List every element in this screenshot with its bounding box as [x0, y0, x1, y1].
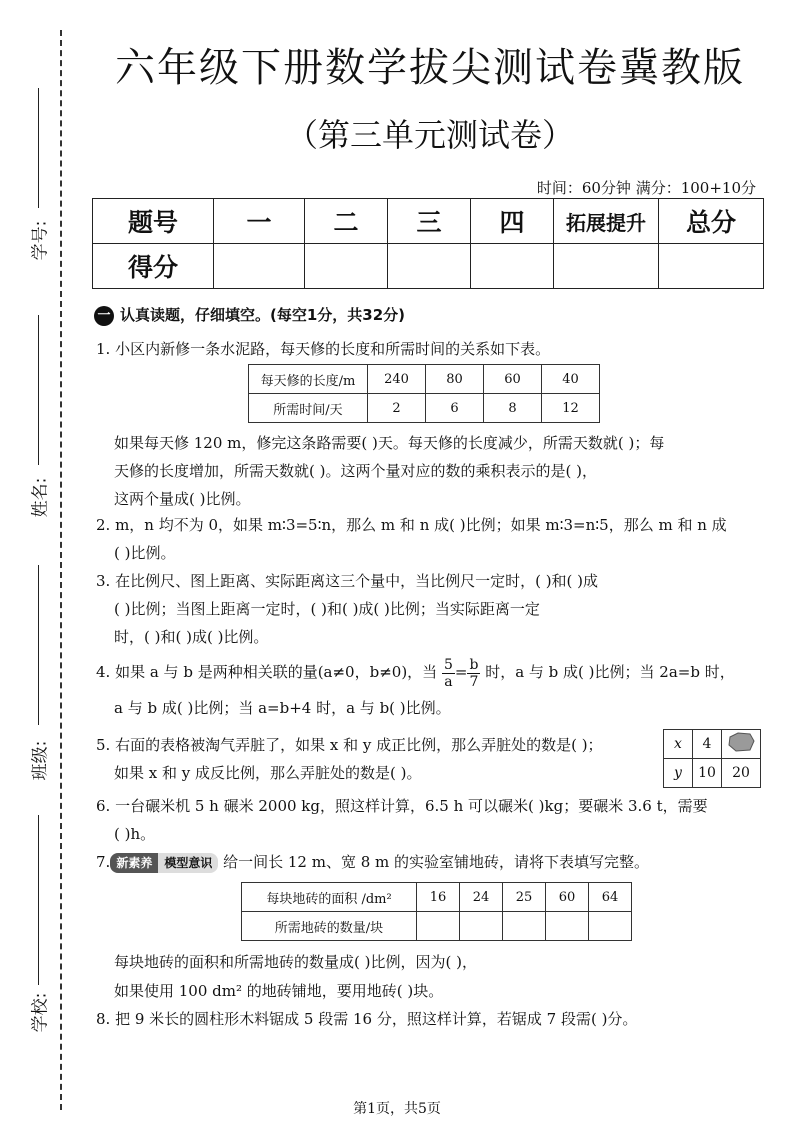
score-cell[interactable] — [388, 244, 471, 289]
q1-cell: 2 — [368, 394, 426, 423]
binding-dashed-line — [60, 30, 62, 1110]
q7-cell: 24 — [460, 883, 503, 912]
score-value-row — [93, 244, 764, 289]
score-header-cell: 一 — [214, 199, 305, 244]
q7-answer-cell[interactable] — [546, 912, 589, 941]
score-cell[interactable] — [471, 244, 554, 289]
q7-line2: 如果使用 100 dm² 的地砖铺地，要用地砖( )块。 — [114, 982, 444, 1000]
fraction-numerator: 5 — [443, 656, 453, 673]
score-cell[interactable] — [554, 244, 659, 289]
xuexiao-rule — [38, 815, 39, 985]
xuexiao-label: 学校: — [30, 992, 51, 1033]
new-literacy-tag: 新素养 — [110, 853, 158, 873]
q4-text-b: 时，a 与 b 成( )比例；当 2a=b 时， — [485, 663, 735, 681]
section-title: 认真读题，仔细填空。(每空1分，共32分) — [120, 306, 406, 324]
q7-answer-cell[interactable] — [503, 912, 546, 941]
q5-line2: 如果 x 和 y 成反比例，那么弄脏处的数是( )。 — [114, 764, 422, 782]
q5-cell: 10 — [693, 759, 722, 788]
q4-equals: = — [454, 663, 468, 681]
q7-line1: 每块地砖的面积和所需地砖的数量成( )比例，因为( )， — [114, 953, 477, 971]
model-awareness-tag: 模型意识 — [158, 853, 218, 873]
q5-smudge-cell — [722, 730, 761, 759]
score-cell[interactable] — [214, 244, 305, 289]
q7-number: 7. — [96, 853, 111, 871]
q5-table — [663, 729, 761, 788]
score-header-row — [93, 199, 764, 244]
banji-label: 班级: — [30, 740, 51, 781]
q1-cell: 240 — [368, 365, 426, 394]
score-cell[interactable] — [305, 244, 388, 289]
q7-answer-cell[interactable] — [460, 912, 503, 941]
smudge-icon — [726, 731, 756, 753]
score-header-cell: 拓展提升 — [554, 199, 659, 244]
time-score-info: 时间：60分钟 满分：100+10分 — [536, 179, 756, 197]
page-footer: 第1页，共5页 — [353, 1101, 441, 1117]
q5-cell: 20 — [722, 759, 761, 788]
q7-text: 给一间长 12 m、宽 8 m 的实验室铺地砖，请将下表填写完整。 — [223, 853, 650, 871]
q7-cell: 16 — [417, 883, 460, 912]
q7-answer-cell[interactable] — [417, 912, 460, 941]
q1-cell: 每天修的长度/m — [249, 365, 368, 394]
q1-cell: 60 — [484, 365, 542, 394]
q8-line: 8. 把 9 米长的圆柱形木料锯成 5 段需 16 分，照这样计算，若锯成 7 段需( )分。 — [96, 1010, 638, 1028]
q7-cell: 所需地砖的数量/块 — [242, 912, 417, 941]
score-header-cell: 四 — [471, 199, 554, 244]
q1-cell: 80 — [426, 365, 484, 394]
q4-fraction-1 — [442, 657, 455, 690]
score-table — [92, 198, 764, 289]
q6-line2: ( )h。 — [114, 825, 156, 843]
q4-fraction-2 — [467, 657, 480, 690]
q7-cell: 64 — [589, 883, 632, 912]
q4-line1 — [96, 656, 760, 690]
q7-cell: 25 — [503, 883, 546, 912]
q1-intro: 1. 小区内新修一条水泥路，每天修的长度和所需时间的关系如下表。 — [96, 340, 551, 358]
q7-table — [241, 882, 632, 941]
xuehao-rule — [38, 88, 39, 208]
section-heading — [94, 304, 405, 326]
q5-cell: 4 — [693, 730, 722, 759]
score-header-cell: 二 — [305, 199, 388, 244]
score-cell[interactable] — [659, 244, 764, 289]
fraction-denominator: a — [444, 673, 453, 690]
q3-line3: 时，( )和( )成( )比例。 — [114, 628, 269, 646]
banji-rule — [38, 565, 39, 725]
q5-cell: x — [664, 730, 693, 759]
score-row-label: 得分 — [93, 244, 214, 289]
section-number: 一 — [94, 306, 114, 326]
q7-line — [96, 846, 760, 878]
q5-line1: 5. 右面的表格被淘气弄脏了，如果 x 和 y 成正比例，那么弄脏处的数是( )； — [96, 736, 603, 754]
xingming-rule — [38, 315, 39, 465]
q3-line1: 3. 在比例尺、图上距离、实际距离这三个量中，当比例尺一定时，( )和( )成 — [96, 572, 599, 590]
q6-line1: 6. 一台碾米机 5 h 碾米 2000 kg，照这样计算，6.5 h 可以碾米( )kg；要碾米 3.6 t，需要 — [96, 797, 708, 815]
q5-cell: y — [664, 759, 693, 788]
xuehao-label: 学号: — [30, 220, 51, 261]
xingming-label: 姓名: — [30, 477, 51, 518]
score-header-cell: 题号 — [93, 199, 214, 244]
q7-cell: 每块地砖的面积 /dm² — [242, 883, 417, 912]
q1-cell: 6 — [426, 394, 484, 423]
q1-cell: 12 — [542, 394, 600, 423]
score-header-cell: 三 — [388, 199, 471, 244]
q7-cell: 60 — [546, 883, 589, 912]
page-subtitle: （第三单元测试卷） — [285, 116, 574, 154]
q1-cell: 所需时间/天 — [249, 394, 368, 423]
q4-text-a: 4. 如果 a 与 b 是两种相关联的量(a≠0，b≠0)，当 — [96, 663, 438, 681]
q1-cell: 40 — [542, 365, 600, 394]
q1-cell: 8 — [484, 394, 542, 423]
q1-table — [248, 364, 600, 423]
q7-answer-cell[interactable] — [589, 912, 632, 941]
q2-line1: 2. m，n 均不为 0，如果 m∶3=5∶n，那么 m 和 n 成( )比例；如果 m∶3=n∶5，那么 m 和 n 成 — [96, 516, 727, 534]
fraction-denominator: 7 — [469, 673, 479, 690]
q3-line2: ( )比例；当图上距离一定时，( )和( )成( )比例；当实际距离一定 — [114, 600, 540, 618]
q1-line1: 如果每天修 120 m，修完这条路需要( )天。每天修的长度减少，所需天数就( )；每 — [114, 434, 665, 452]
q2-line2: ( )比例。 — [114, 544, 176, 562]
score-header-cell: 总分 — [659, 199, 764, 244]
page-title: 六年级下册数学拔尖测试卷冀教版 — [115, 45, 745, 91]
fraction-numerator: b — [469, 656, 479, 673]
q4-line2: a 与 b 成( )比例；当 a=b+4 时，a 与 b( )比例。 — [114, 699, 451, 717]
q1-line3: 这两个量成( )比例。 — [114, 490, 251, 508]
q1-line2: 天修的长度增加，所需天数就( )。这两个量对应的数的乘积表示的是( )， — [114, 462, 597, 480]
